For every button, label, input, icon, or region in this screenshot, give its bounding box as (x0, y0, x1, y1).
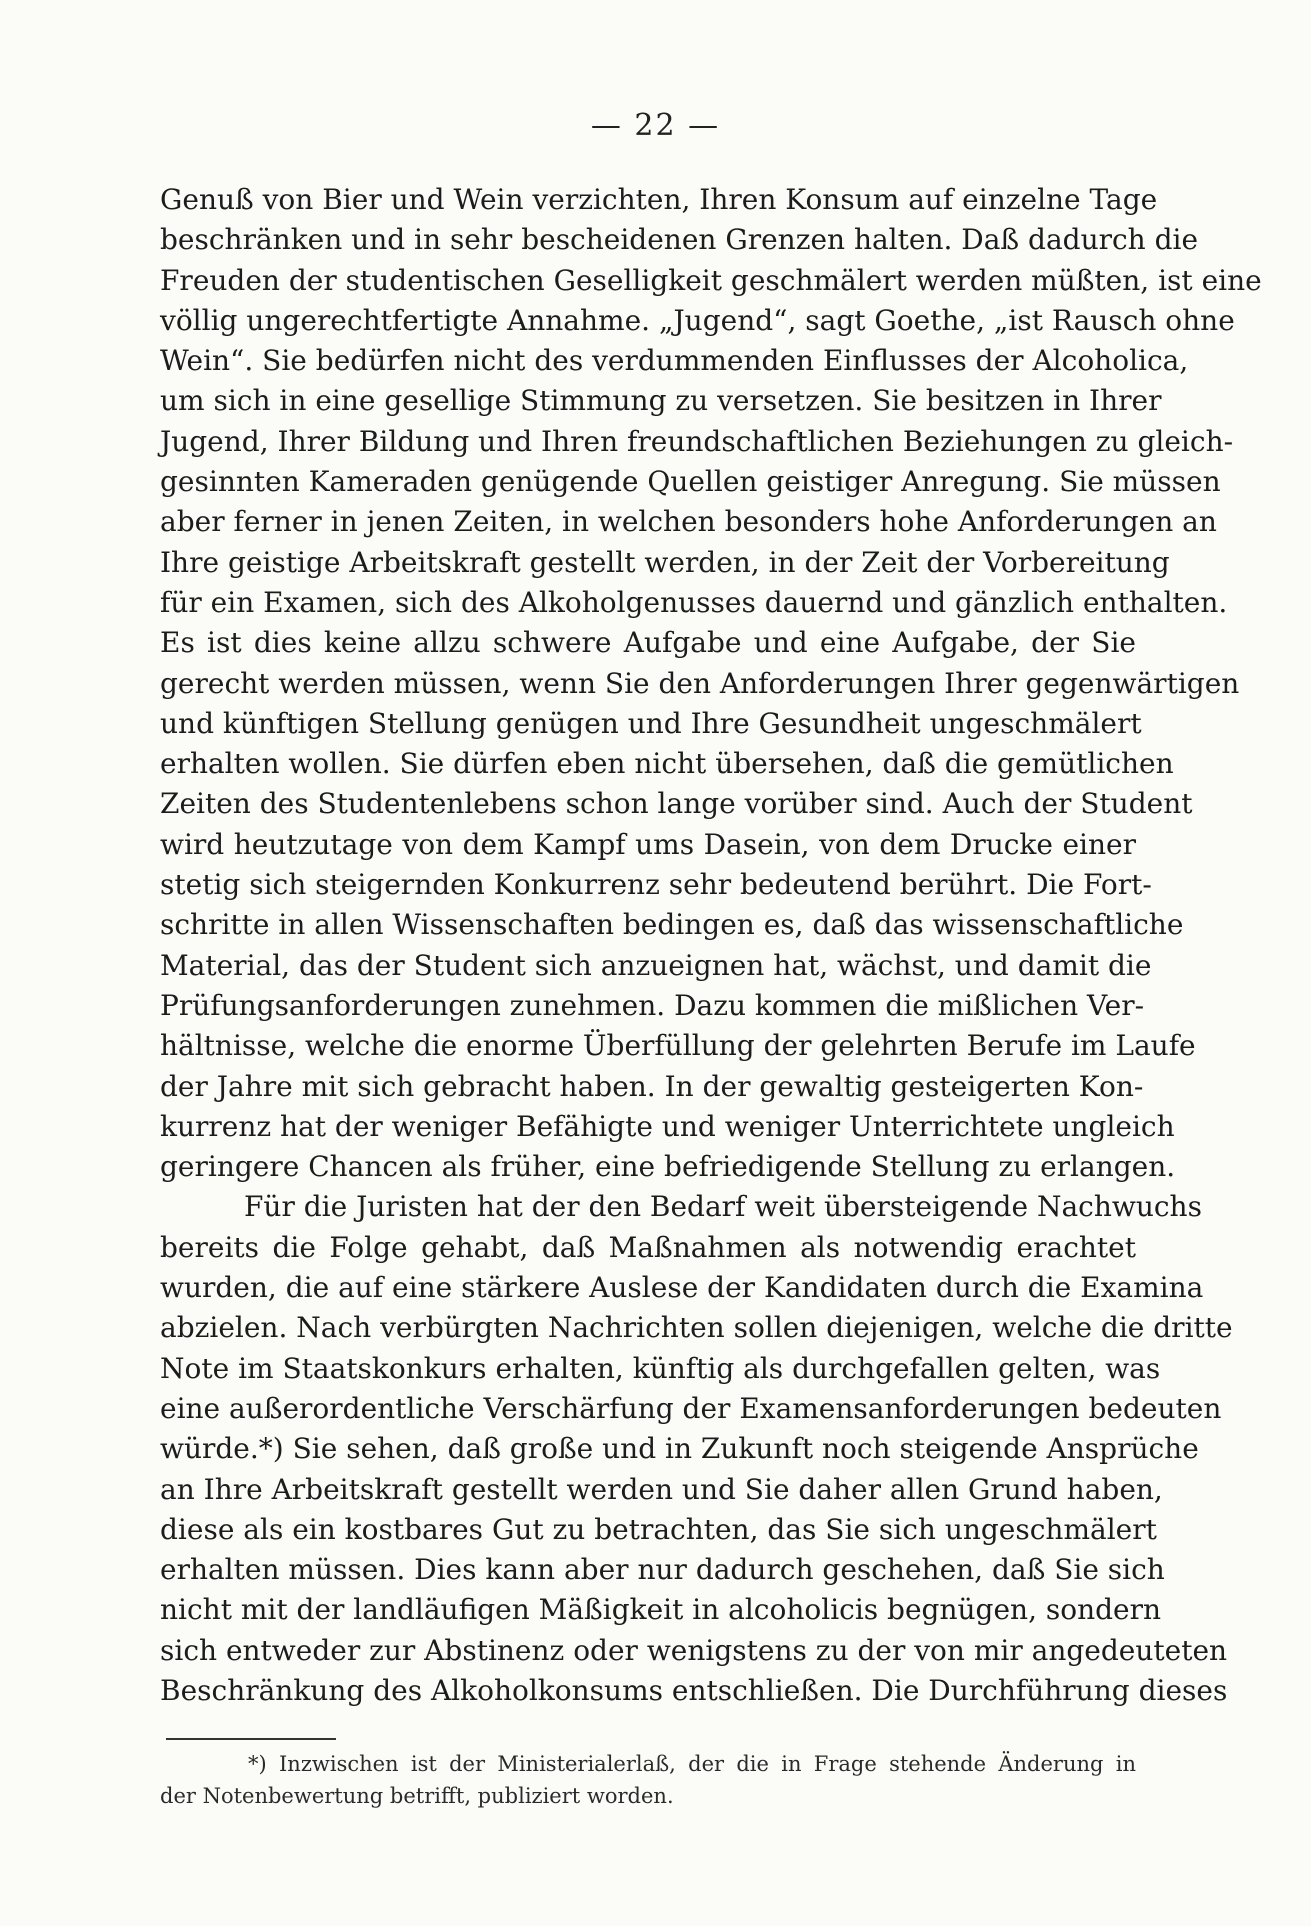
text-line: abzielen. Nach verbürgten Nachrichten sollen diejenigen, welche die dritte (160, 1311, 1233, 1345)
text-line: geringere Chancen als früher, eine befriedigende Stellung zu erlangen. (160, 1150, 1176, 1184)
text-line: um sich in eine gesellige Stimmung zu versetzen. Sie besitzen in Ihrer (160, 384, 1162, 418)
text-line: Zeiten des Studentenlebens schon lange vorüber sind. Auch der Student (160, 787, 1193, 821)
text-line: Genuß von Bier und Wein verzichten, Ihren Konsum auf einzelne Tage (160, 183, 1158, 216)
text-line: wurden, die auf eine stärkere Auslese der Kandidaten durch die Examina (160, 1271, 1204, 1305)
footnote-line: der Notenbewertung betrifft, publiziert worden. (160, 1784, 674, 1808)
text-line: völlig ungerechtfertigte Annahme. „Jugend“, sagt Goethe, „ist Rausch ohne (160, 303, 1235, 337)
page-number: — 22 — (590, 108, 721, 143)
text-line: eine außerordentliche Verschärfung der Examensanforderungen bedeuten (160, 1391, 1222, 1425)
text-line: wird heutzutage von dem Kampf ums Dasein, von dem Drucke einer (160, 827, 1136, 861)
paragraph-start-line: Für die Juristen hat der den Bedarf weit übersteigende Nachwuchs (244, 1190, 1202, 1224)
footnote-divider (166, 1738, 336, 1740)
text-line: Wein“. Sie bedürfen nicht des verdummenden Einflusses der Alcoholica, (160, 344, 1189, 378)
text-line: hältnisse, welche die enorme Überfüllung der gelehrten Berufe im Laufe (160, 1029, 1196, 1063)
text-line: und künftigen Stellung genügen und Ihre Gesundheit ungeschmälert (160, 706, 1142, 740)
text-line: Prüfungsanforderungen zunehmen. Dazu kommen die mißlichen Ver- (160, 988, 1145, 1022)
text-line: Jugend, Ihrer Bildung und Ihren freundschaftlichen Beziehungen zu gleich- (160, 424, 1234, 458)
text-line: erhalten müssen. Dies kann aber nur dadurch geschehen, daß Sie sich (160, 1553, 1165, 1587)
text-line: beschränken und in sehr bescheidenen Grenzen halten. Daß dadurch die (160, 223, 1199, 257)
text-line: nicht mit der landläufigen Mäßigkeit in alcoholicis begnügen, sondern (160, 1593, 1162, 1627)
text-line: kurrenz hat der weniger Befähigte und weniger Unterrichtete ungleich (160, 1109, 1175, 1143)
text-line: für ein Examen, sich des Alkoholgenusses dauernd und gänzlich enthalten. (160, 585, 1228, 619)
text-line: gesinnten Kameraden genügende Quellen geistiger Anregung. Sie müssen (160, 465, 1221, 499)
text-line: Note im Staatskonkurs erhalten, künftig als durchgefallen gelten, was (160, 1351, 1161, 1385)
text-line: Beschränkung des Alkoholkonsums entschließen. Die Durchführung dieses (160, 1673, 1228, 1707)
text-line: sich entweder zur Abstinenz oder wenigstens zu der von mir angedeuteten (160, 1633, 1228, 1667)
text-line: Ihre geistige Arbeitskraft gestellt werden, in der Zeit der Vorbereitung (160, 545, 1170, 579)
text-line: schritte in allen Wissenschaften bedingen es, daß das wissenschaftliche (160, 908, 1184, 942)
text-line: stetig sich steigernden Konkurrenz sehr bedeutend berührt. Die Fort- (160, 868, 1152, 902)
text-line: gerecht werden müssen, wenn Sie den Anforderungen Ihrer gegenwärtigen (160, 666, 1240, 700)
text-line: Freuden der studentischen Geselligkeit geschmälert werden müßten, ist eine (160, 263, 1262, 297)
text-line: Es ist dies keine allzu schwere Aufgabe und eine Aufgabe, der Sie (160, 626, 1136, 660)
footnote (160, 1748, 1136, 1812)
text-line: diese als ein kostbares Gut zu betrachten, das Sie sich ungeschmälert (160, 1512, 1157, 1546)
footnote-line: *) Inzwischen ist der Ministerialerlaß, der die in Frage stehende Änderung in (248, 1752, 1136, 1776)
main-text (160, 180, 1262, 1711)
text-line: würde.*) Sie sehen, daß große und in Zukunft noch steigende Ansprüche (160, 1432, 1199, 1466)
text-line: der Jahre mit sich gebracht haben. In der gewaltig gesteigerten Kon- (160, 1069, 1144, 1103)
text-line: erhalten wollen. Sie dürfen eben nicht übersehen, daß die gemütlichen (160, 747, 1174, 781)
text-line: bereits die Folge gehabt, daß Maßnahmen als notwendig erachtet (160, 1230, 1136, 1264)
text-line: an Ihre Arbeitskraft gestellt werden und Sie daher allen Grund haben, (160, 1472, 1163, 1506)
text-line: Material, das der Student sich anzueignen hat, wächst, und damit die (160, 948, 1152, 982)
text-line: aber ferner in jenen Zeiten, in welchen besonders hohe Anforderungen an (160, 505, 1217, 539)
